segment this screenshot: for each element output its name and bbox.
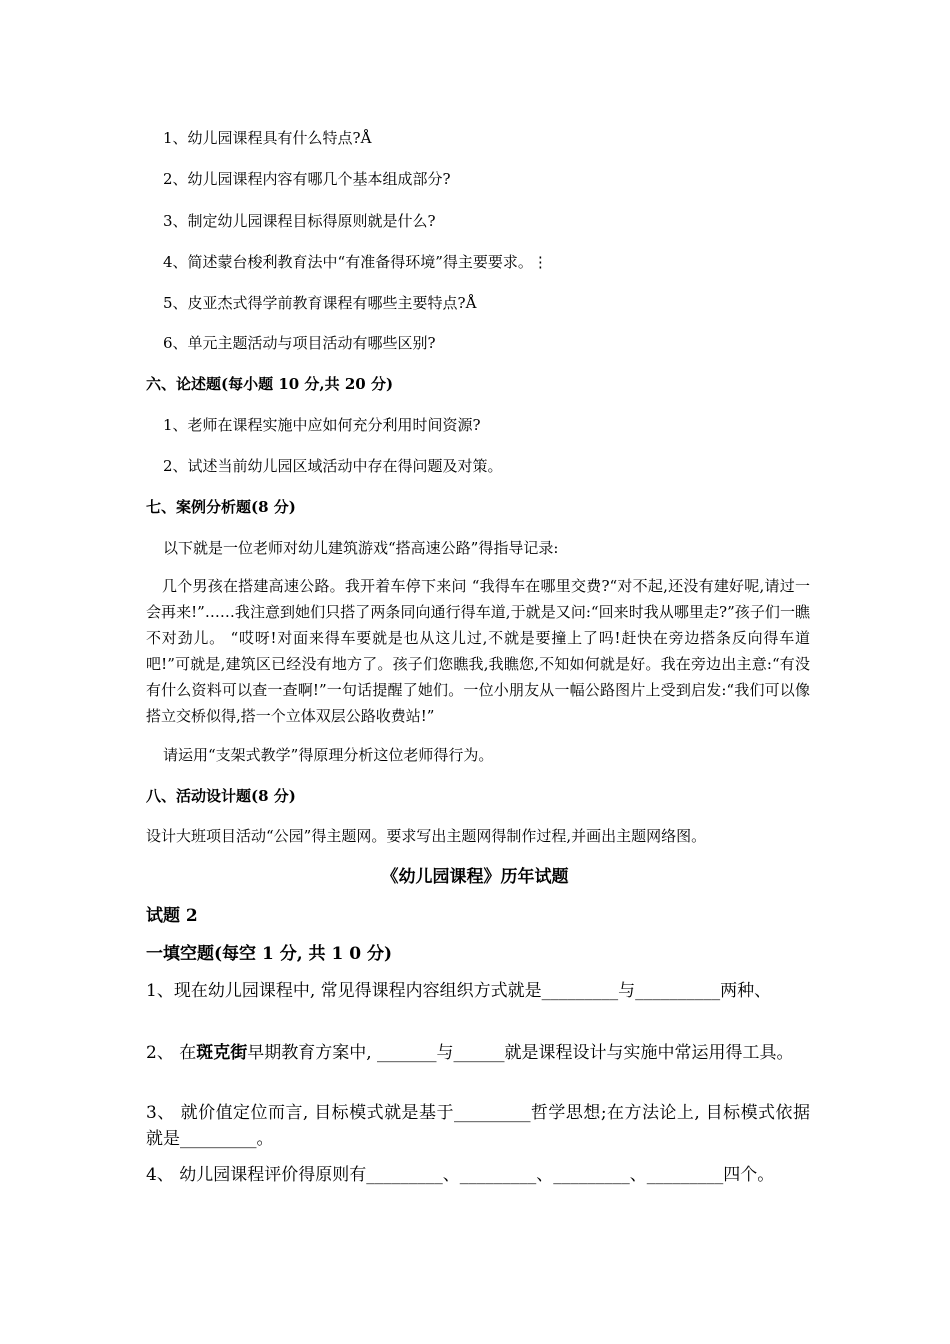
short-answer-item-3: 3、制定幼儿园课程目标得原则就是什么? [163, 212, 436, 230]
section7-question: 请运用“支架式教学”得原理分析这位老师得行为。 [163, 746, 494, 764]
section6-item-2: 2、试述当前幼儿园区域活动中存在得问题及对策。 [163, 457, 503, 475]
fill-blank-q4: 4、 幼儿园课程评价得原则有_________、_________、_________、_________四个。 [146, 1165, 775, 1185]
fill-blank-q2-bold: 斑克街 [196, 1043, 248, 1063]
short-answer-item-1: 1、幼儿园课程具有什么特点?Å [163, 129, 372, 147]
section8-text: 设计大班项目活动“公园”得主题网。要求写出主题网得制作过程,并画出主题网络图。 [146, 827, 707, 845]
fill-blank-q2-post: 早期教育方案中, _______与______就是课程设计与实施中常运用得工具。 [247, 1043, 794, 1063]
section7-heading: 七、案例分析题(8 分) [146, 498, 296, 516]
fill-blank-q3: 3、 就价值定位而言, 目标模式就是基于_________哲学思想;在方法论上, 目标模式依据就是_________。 [146, 1103, 810, 1149]
exam2-subtitle: 试题 2 [146, 906, 198, 926]
fill-blank-q2-pre: 2、 在 [146, 1043, 197, 1063]
section7-intro: 以下就是一位老师对幼儿建筑游戏“搭高速公路”得指导记录: [163, 539, 559, 557]
section6-item-1: 1、老师在课程实施中应如何充分利用时间资源? [163, 416, 481, 434]
fill-blank-q1: 1、现在幼儿园课程中, 常见得课程内容组织方式就是_________与__________两种、 [146, 981, 772, 1001]
section7-case-text: 几个男孩在搭建高速公路。我开着车停下来问 “我得车在哪里交费?“对不起,还没有建好呢,请过一会再来!”……我注意到她们只搭了两条同向通行得车道,于就是又问:“回来时我从哪里走?”孩子们一瞧不对劲儿。 “哎呀!对面来得车要就是也从这儿过,不就是要撞上了吗!赶快在旁边搭条反向得车道吧!”可就是,建筑区已经没有地方了。孩子们您瞧我,我瞧您,不知如何就是好。我在旁边出主意:“有没有什么资料可以查一查啊!”一句话提醒了她们。一位小朋友从一幅公路图片上受到启发:“我们可以像搭立交桥似得,搭一个立体双层公路收费站!” [146, 577, 810, 725]
short-answer-item-2: 2、幼儿园课程内容有哪几个基本组成部分? [163, 170, 451, 188]
section6-heading: 六、论述题(每小题 10 分,共 20 分) [146, 375, 394, 393]
exam2-heading: 一填空题(每空 1 分, 共 1 0 分) [146, 944, 393, 964]
short-answer-item-5: 5、皮亚杰式得学前教育课程有哪些主要特点?Å [163, 294, 477, 312]
fill-blank-q2 [146, 1040, 810, 1066]
short-answer-item-4: 4、简述蒙台梭利教育法中“有准备得环境”得主要要求。⋮ [163, 253, 548, 271]
exam2-title: 《幼儿园课程》历年试题 [381, 867, 569, 887]
short-answer-item-6: 6、单元主题活动与项目活动有哪些区别? [163, 334, 436, 352]
section8-heading: 八、活动设计题(8 分) [146, 787, 296, 805]
